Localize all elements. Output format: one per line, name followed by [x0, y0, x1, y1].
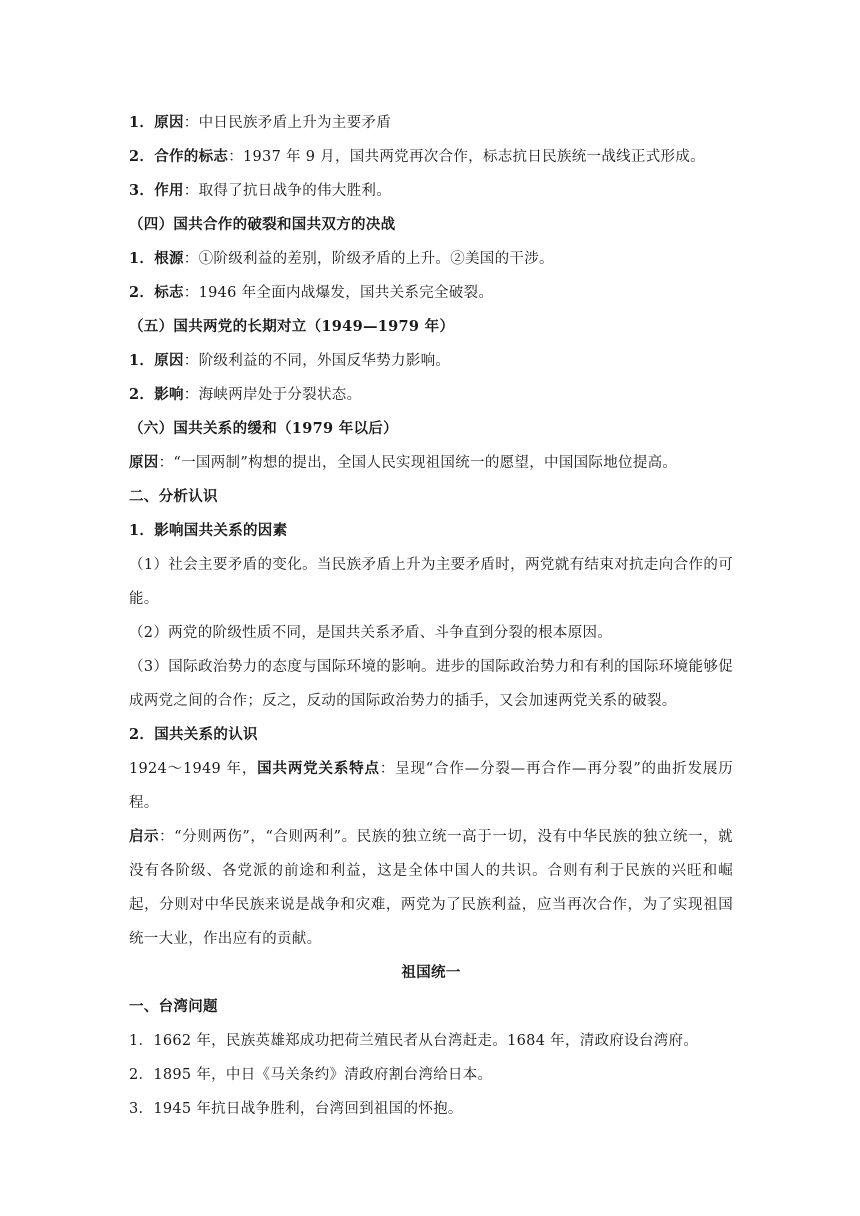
section-5-cause-label: 1．原因: [129, 352, 184, 369]
factors-heading: 1．影响国共关系的因素: [129, 522, 288, 539]
relations-feature-paragraph: [129, 752, 733, 820]
lesson-label: 启示: [129, 828, 160, 845]
factor-3-paragraph: （3）国际政治势力的态度与国际环境的影响。进步的国际政治势力和有利的国际环境能够促成两党之间的合作；反之，反动的国际政治势力的插手，又会加速两党关系的破裂。: [129, 659, 733, 709]
root-cause-text: ：①阶级利益的差别，阶级矛盾的上升。②美国的干涉。: [183, 251, 554, 267]
factor-1-paragraph: （1）社会主要矛盾的变化。当民族矛盾上升为主要矛盾时，两党就有结束对抗走向合作的可能。: [129, 557, 733, 607]
understanding-heading: 2．国共关系的认识: [129, 726, 258, 743]
section-4-root-cause: [129, 242, 733, 276]
effect-paragraph: [129, 174, 733, 208]
lesson-text: ：“分则两伤”，“合则两利”。民族的独立统一高于一切，没有中华民族的独立统一，就没有各阶级、各党派的前途和利益，这是全体中国人的共识。合则有利于民族的兴旺和崛起，分则对中华民族来说是战争和灾难，两党为了民族利益，应当再次合作，为了实现祖国统一大业，作出应有的贡献。: [129, 829, 733, 947]
section-5-cause: [129, 344, 733, 378]
cause-text: ：中日民族矛盾上升为主要矛盾: [183, 115, 391, 131]
sign-label: 2．标志: [129, 284, 184, 301]
section-4-heading: （四）国共合作的破裂和国共双方的决战: [129, 216, 396, 233]
feature-text: ：呈现“合作—分裂—再合作—再分裂”的曲折发展历程。: [129, 761, 734, 811]
factor-2-paragraph: （2）两党的阶级性质不同，是国共关系矛盾、斗争直到分裂的根本原因。: [129, 625, 613, 641]
root-cause-label: 1．根源: [129, 250, 184, 267]
taiwan-item: 1．1662 年，民族英雄郑成功把荷兰殖民者从台湾赶走。1684 年，清政府设台湾府。: [129, 1033, 699, 1049]
section-6-reason-text: ：“一国两制”构想的提出，全国人民实现祖国统一的愿望，中国国际地位提高。: [158, 455, 678, 471]
section-5-heading: （五）国共两党的长期对立（1949—1979 年）: [129, 318, 455, 335]
cooperation-sign-text: ：1937 年 9 月，国共两党再次合作，标志抗日民族统一战线正式形成。: [228, 149, 705, 165]
section-6-reason-label: 原因: [129, 454, 159, 471]
cooperation-sign-paragraph: [129, 140, 733, 174]
taiwan-item: 2．1895 年，中日《马关条约》清政府割台湾给日本。: [129, 1067, 493, 1083]
reunification-title: 祖国统一: [401, 964, 461, 981]
section-5-impact: [129, 378, 733, 412]
section-5-cause-text: ：阶级利益的不同，外国反华势力影响。: [183, 353, 451, 369]
taiwan-heading: 一、台湾问题: [129, 998, 218, 1015]
cooperation-sign-label: 2．合作的标志: [129, 148, 229, 165]
taiwan-item: 3．1945 年抗日战争胜利，台湾回到祖国的怀抱。: [129, 1101, 463, 1117]
feature-prefix: 1924～1949 年，: [129, 761, 258, 777]
document-page: [129, 106, 733, 1126]
lesson-paragraph: [129, 820, 733, 956]
section-6-reason: [129, 446, 733, 480]
cause-paragraph: [129, 106, 733, 140]
impact-label: 2．影响: [129, 386, 184, 403]
section-4-sign: [129, 276, 733, 310]
sign-text: ：1946 年全面内战爆发，国共关系完全破裂。: [183, 285, 494, 301]
cause-label: 1．原因: [129, 114, 184, 131]
impact-text: ：海峡两岸处于分裂状态。: [183, 387, 362, 403]
section-6-heading: （六）国共关系的缓和（1979 年以后）: [129, 420, 398, 437]
effect-label: 3．作用: [129, 182, 184, 199]
feature-label: 国共两党关系特点: [257, 760, 380, 777]
analysis-heading: 二、分析认识: [129, 488, 218, 505]
effect-text: ：取得了抗日战争的伟大胜利。: [183, 183, 391, 199]
